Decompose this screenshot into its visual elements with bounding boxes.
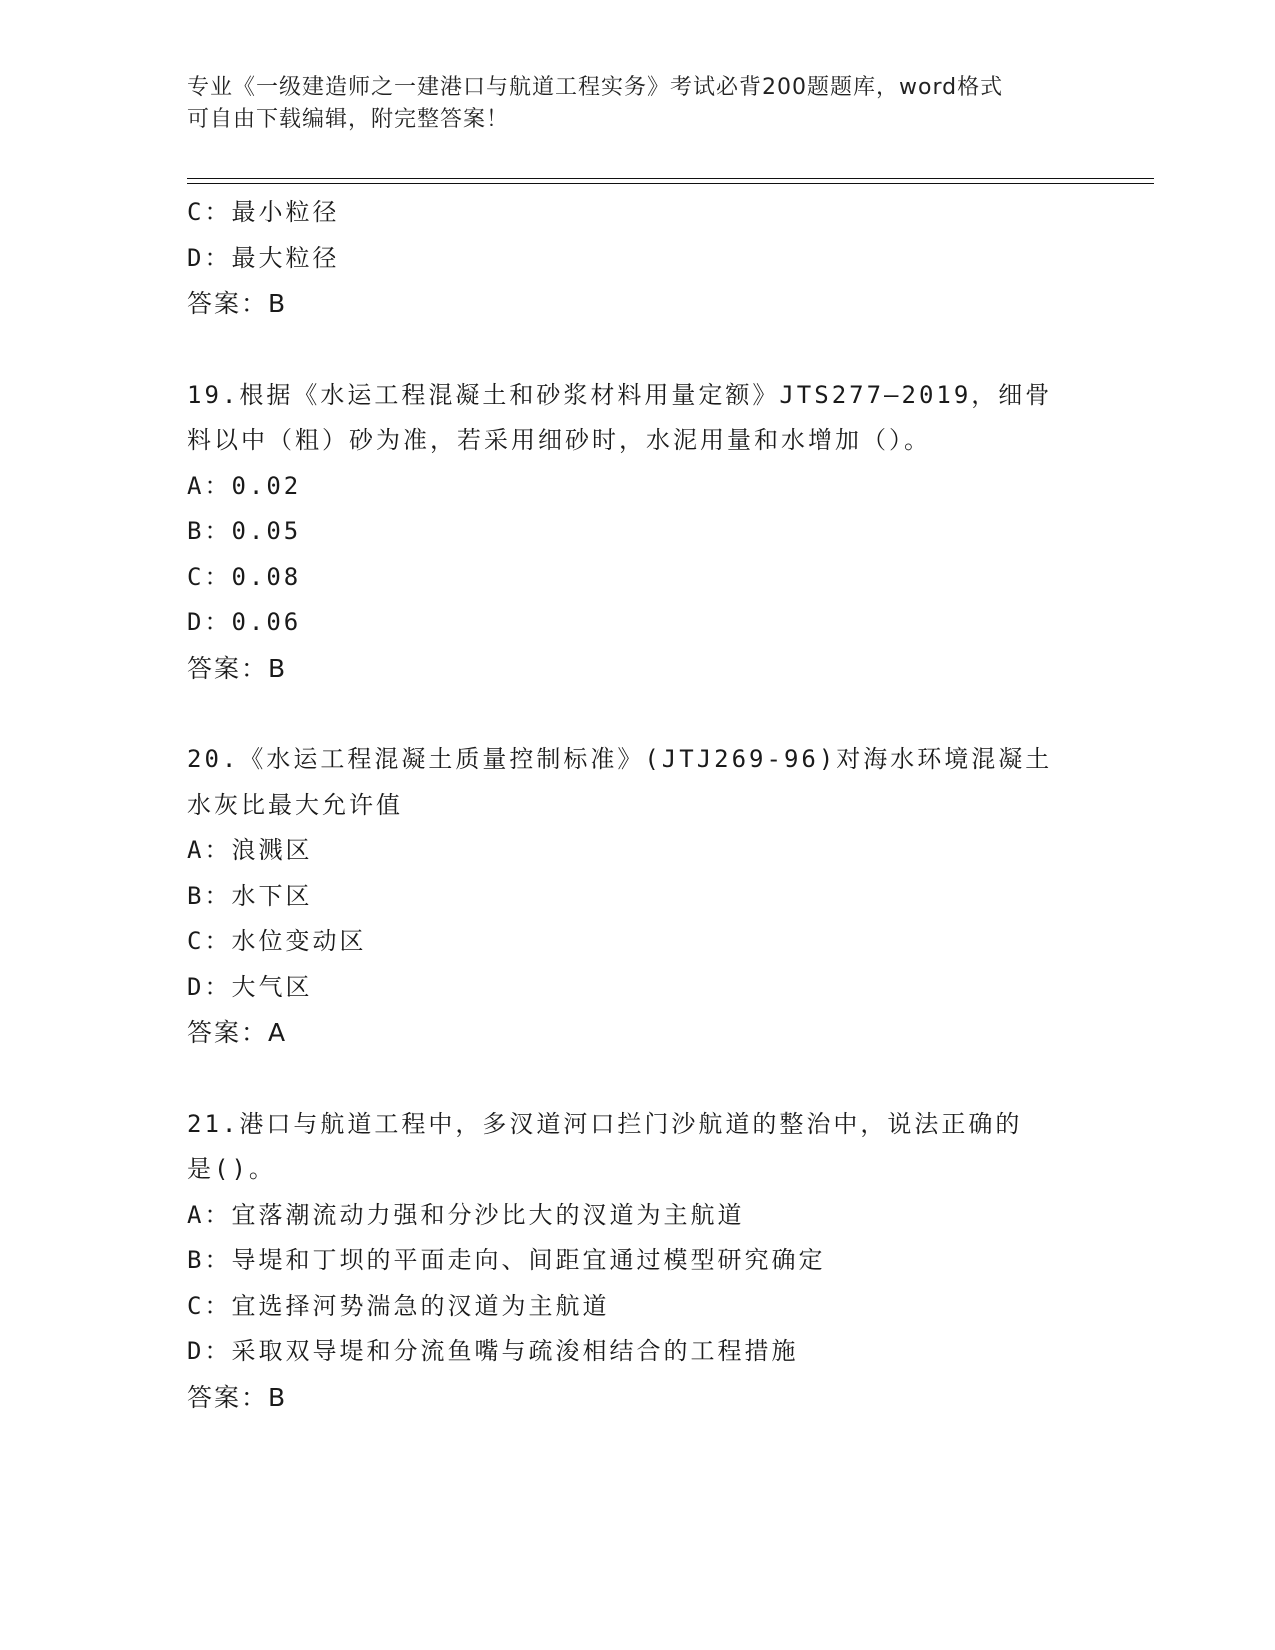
question-stem-line: 19.根据《水运工程混凝土和砂浆材料用量定额》JTS277—2019，细骨 — [187, 380, 1053, 409]
document-header — [187, 72, 1067, 136]
answer-line: 答案：B — [187, 289, 288, 318]
answer-line: 答案：A — [187, 1018, 288, 1047]
option-a: A：浪溅区 — [187, 836, 313, 864]
question-spacer — [187, 1056, 1087, 1102]
question-stem-line: 20.《水运工程混凝土质量控制标准》(JTJ269-96)对海水环境混凝土 — [187, 745, 1053, 773]
question-stem-line: 水灰比最大允许值 — [187, 790, 403, 819]
option-b: B：0.05 — [187, 517, 302, 545]
header-line-2: 可自由下载编辑，附完整答案！ — [187, 107, 510, 132]
prev-question-tail — [187, 190, 1087, 327]
question-stem-line: 料以中（粗）砂为准，若采用细砂时，水泥用量和水增加（）。 — [187, 426, 931, 454]
header-divider-top — [187, 178, 1154, 179]
option-d: D：最大粒径 — [187, 243, 340, 272]
option-c: C：宜选择河势湍急的汊道为主航道 — [187, 1291, 610, 1320]
question-21 — [187, 1102, 1087, 1421]
option-c: C：水位变动区 — [187, 927, 367, 955]
question-spacer — [187, 327, 1087, 373]
answer-line: 答案：B — [187, 653, 288, 683]
option-d: D：大气区 — [187, 972, 313, 1001]
option-c: C：0.08 — [187, 562, 302, 591]
option-c: C：最小粒径 — [187, 198, 340, 226]
document-body — [187, 190, 1087, 1420]
header-divider-bottom — [187, 183, 1154, 184]
question-spacer — [187, 691, 1087, 737]
option-d: D：0.06 — [187, 608, 302, 636]
option-b: B：导堤和丁坝的平面走向、间距宜通过模型研究确定 — [187, 1246, 826, 1274]
question-stem-line: 21.港口与航道工程中，多汊道河口拦门沙航道的整治中，说法正确的 — [187, 1109, 1023, 1138]
option-a: A：0.02 — [187, 471, 302, 500]
header-line-1: 专业《一级建造师之一建港口与航道工程实务》考试必背200题题库，word格式 — [187, 75, 1004, 100]
answer-line: 答案：B — [187, 1382, 288, 1412]
option-d: D：采取双导堤和分流鱼嘴与疏浚相结合的工程措施 — [187, 1337, 799, 1365]
question-19 — [187, 373, 1087, 692]
question-20 — [187, 737, 1087, 1056]
option-a: A：宜落潮流动力强和分沙比大的汊道为主航道 — [187, 1200, 745, 1229]
question-stem-line: 是()。 — [187, 1155, 276, 1183]
option-b: B：水下区 — [187, 881, 313, 910]
